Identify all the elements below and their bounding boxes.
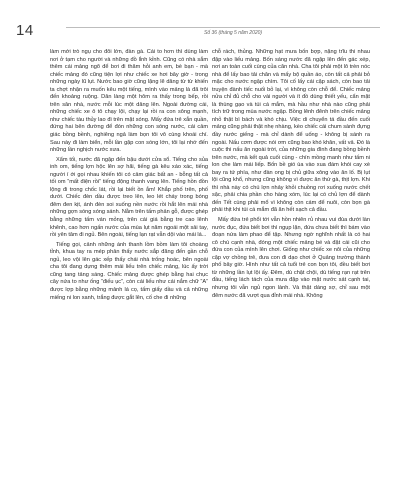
paragraph: Mấy đứa trẻ phổi tới vẫn hồn nhiên rủ nhau vui đùa dưới làn nước đục, đứa biết bơi thì ngụp lặn, đứa chưa biết thì bám vào đoạn nứa làm phao để tập. Nhưng ngờ nghĩnh nhất là có hai cô chú cạnh nhà, đóng một chiếc mảng bé và đặt cái cũi cho đứa con của mình lên chơi. Giống như chiếc xe nôi của những cặp vợ chồng trẻ, đưa con đi dạo chơi ở Quảng trường thành phố bây giờ. Hình như tất cả tuổi trẻ con bọn tôi, đều biết bơi từ những lần lụt lội ấy. Đêm, dù chật chội, dù tiếng rạn rạt trên đầu, tiếng lách tách của mưa đập vào mặt nước sát cạnh tai, nhưng tôi vẫn ngủ ngon lành. Và thật dáng sợ, chỉ sau một đêm nước đã vượt qua đỉnh mái nhà. Không xyxy=(212,217,370,299)
issue-info: Số 36 (tháng 5 năm 2020) xyxy=(204,30,263,36)
right-column xyxy=(212,49,370,302)
paragraph: Xẩm tối, nước đã ngập đến bậu dưới cửa sổ. Tiếng cho sủa inh om, tiếng lợn hộc lên sợ hãi, tiếng gà kêu xáo xác, tiếng người í ới gọi nhau khiến tôi có cảm giác bất an - bỗng tất cả tối om “mất điện rồi” tiếng động thanh vang lên. Tiếng hồn đồn lộng đi trong chốc lát, rồi lại biết ồn ắm! Khắp phố trên, phố dưới. Chiếc đèn dầu được treo lên, leo lét cháy trong bóng đêm đen kịt, ánh đèn soi xuống nền nước rồi hắt lên mái nhà những gợn sóng sóng sánh. Nằm trên tấm phản gỗ, được ghép bằng những tấm ván mỏng, trên cái giá bằng tre cao lênh khênh, cao hơn ngấn nước của mùa lụt năm ngoái một sải tay, rồi yên tâm đi ngủ. Bên ngoài, tiếng lạn rạt vẫn dội vào mái lá... xyxy=(50,156,208,239)
paragraph: Tiếng gọi, cảnh những ánh thanh lồm bồm làm tôi choàng tỉnh, khua tay ra mép phản thấy nước sắp đăng đến gần chỗ ngủ, leo vội lên gác xếp thấy chái nhà trống hoác, bên ngoài cha tôi đang dựng thêm mái liếu trên chiếc mảng, lúc ấy trời cũng tang tảng sáng. Chiếc mảng được ghép bằng hai chục cây nứa to như ống “điếu ục”, còn cái liếu như cái nắm chữ “A” được lợp bằng những mảnh lá cọ, tấm giấy dầu và cả những miếng ni lon xanh, trắng được gắt lên, cố che đi những xyxy=(50,241,208,301)
paragraph: chỗ rách, thủng. Những hạt mưa bốn bợp, nặng trĩu thi nhau đập vào liếu mảng. Bốn sáng nước đã ngập lên đến gác xép, nơi an toàn cuối cùng của căn nhà. Cha tôi phải một lô trèn nóc nhà để lấy bao tải chăn và mấy bộ quần áo, còn tất cả phải bỏ mặc cho nước ngập chìm. Tôi cố lấy cái cặp sách, còn bao tải truyện đành tiếc nuối bỏ lại, vì không còn chỗ để. Chiếc mảng nửa chỉ đủ chỗ cho vài người và ít đồ dùng thiết yếu, cẩn mặt là thùng gạo và túi cá mắm, mà hầu như nhà nào cũng phải tích trữ trong mùa nước ngập. Bồng lênh đênh trên chiếc mảng nhỏ thật bì bách và khó chịu. Việc di chuyển tá đầu đến cuối mảng cũng phải thật nhẹ nhàng, kèo chiếc cái chum sành đựng đầy nước giếng - mà chỉ dành để uống - không bị sánh ra ngoài. Nấu cơm được nói ơm cũng bao khó khăn, vất vả. Đó là cuộc thi nấu ăn ngoài trời, của những gia đình đang bồng bềnh trên nước, mà kết quả cuối cùng - chín mồng manh như tấm ni lon che làm mái liếp. Bốn bề gió ùa vào xua đám khói cay xè bay ra tứ phía, như đàn ong bị chủ giữa xông vào ăn lố. Bị lụt lội cũng khổ, nhưng cũng không vì được ăn thứ gà, thịt lợn. Khi thì nhà này có chú lợn nhảy khỏi chuồng rơi xuống nước chết sặc, phải chia phần cho hàng xóm, lúc lại có chủ lợn để dành đến Tết cùng phải mổ vì không còn cám để nuôi, còn bọn gà phải thịt khi túi cá mắm đã ăn hết sạch cả đầu. xyxy=(212,49,370,214)
paragraph: làm mới trò ngụ cho đôi lớn, đàn gà. Cái to hơn thì dùng làm nơi ở tạm cho người và những đồ lỉnh kỉnh. Cũng có nhà sắm thêm cái mảng ngõ để bơi đi thăm hỏi anh em, bè bạn - mà chiếc mảng đó cũng tiện lợi như chiếc xe hơi bây giờ - trong những ngày lũ lụt. Nước bao giờ cũng lặng lẽ dâng từ từ khiến ta chợt nhận ra muốn kêu một tiếng, mình vào mảng là đã trôi đến khoảng ruộng. Dân làng một hôm ra thấy trong bếp, rồi trên sân nhà, nước mỗi lúc một dâng lên. Ngoài đường cái, những chiếc xe ô tô chạy lội, chạy lại rồi ra con sông mạnh, như chiếc tàu thủy lao đi trên mặt sóng. Mấy đứa trẻ xắn quần, đứng hai bên đường để đón những con sóng nước, cái cảm giác bồng bềnh, nghiêng ngả làm bọn tôi vô cùng khoái chí. Sau này đi làm biển, mỗi lần gặp con sóng lớn, tôi lại nhớ đến những lần nghịch nước xưa. xyxy=(50,49,208,154)
page-number: 14 xyxy=(16,22,34,39)
left-column xyxy=(50,49,208,304)
header-rule xyxy=(66,27,380,28)
